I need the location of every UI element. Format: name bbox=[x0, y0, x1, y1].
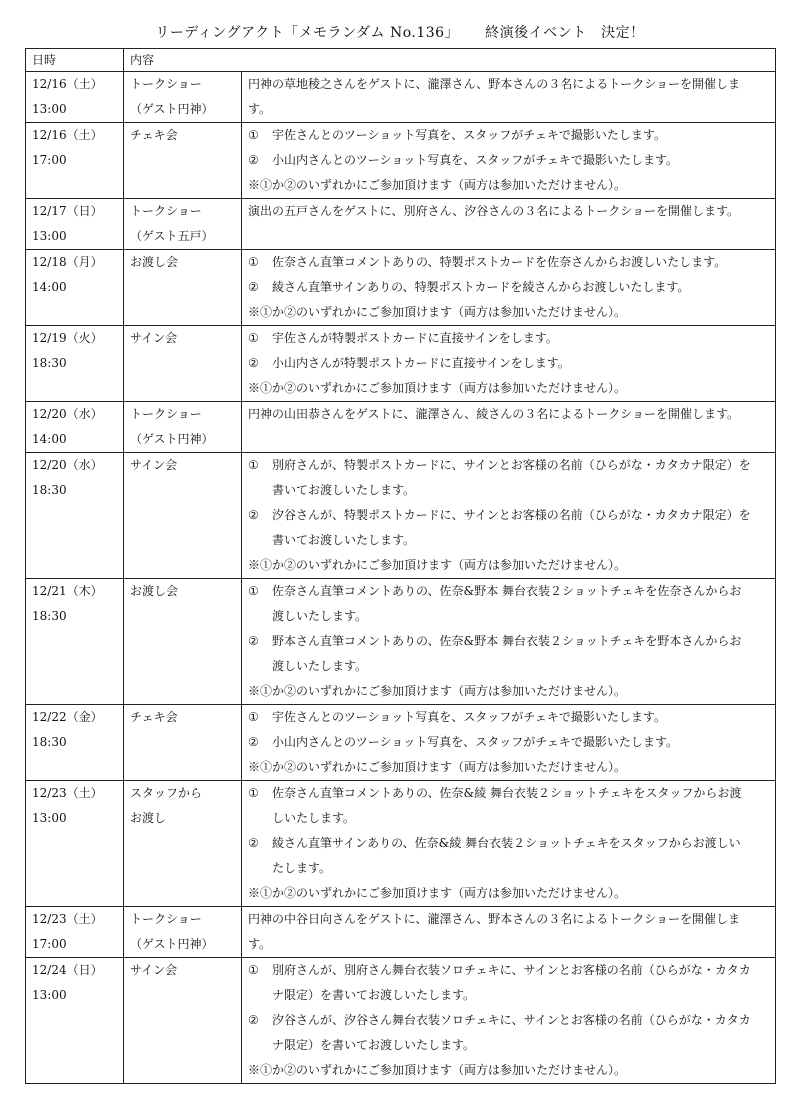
option-number: ① bbox=[248, 786, 259, 800]
table-row bbox=[26, 123, 776, 199]
option-line: 野本さん直筆コメントありの、佐奈&野本 舞台衣装２ショットチェキを野本さんからお bbox=[272, 634, 742, 648]
event-time: 17:00 bbox=[32, 153, 67, 167]
event-date: 12/18（月） bbox=[32, 255, 103, 269]
option-item bbox=[248, 958, 771, 1008]
type-cell bbox=[124, 781, 242, 907]
event-date: 12/16（土） bbox=[32, 77, 103, 91]
option-number: ② bbox=[248, 836, 259, 850]
date-cell bbox=[26, 199, 124, 250]
note: ※①か②のいずれかにご参加頂けます（両方は参加いただけません）。 bbox=[248, 886, 627, 900]
event-type: お渡し会 bbox=[130, 584, 179, 598]
option-line: 佐奈さん直筆コメントありの、佐奈&綾 舞台衣装２ショットチェキをスタッフからお渡 bbox=[272, 786, 742, 800]
date-cell bbox=[26, 705, 124, 781]
option-text bbox=[272, 1008, 771, 1058]
option-text bbox=[272, 705, 771, 730]
event-type: （ゲスト円神） bbox=[130, 432, 214, 446]
option-item bbox=[248, 326, 771, 351]
option-item bbox=[248, 275, 771, 300]
option-line: 綾さん直筆サインありの、佐奈&綾 舞台衣装２ショットチェキをスタッフからお渡しい bbox=[272, 836, 741, 850]
event-date: 12/21（木） bbox=[32, 584, 103, 598]
option-item bbox=[248, 453, 771, 503]
option-line: 佐奈さん直筆コメントありの、佐奈&野本 舞台衣装２ショットチェキを佐奈さんからお bbox=[272, 584, 742, 598]
option-number: ② bbox=[248, 280, 259, 294]
event-date: 12/24（日） bbox=[32, 963, 103, 977]
event-type: トークショー bbox=[130, 407, 202, 421]
option-text bbox=[272, 781, 771, 831]
event-type: トークショー bbox=[130, 204, 202, 218]
event-time: 13:00 bbox=[32, 988, 67, 1002]
note: ※①か②のいずれかにご参加頂けます（両方は参加いただけません）。 bbox=[248, 1063, 627, 1077]
option-line: 渡しいたします。 bbox=[272, 659, 368, 673]
note: ※①か②のいずれかにご参加頂けます（両方は参加いただけません）。 bbox=[248, 178, 627, 192]
event-time: 18:30 bbox=[32, 735, 67, 749]
option-line: 書いてお渡しいたします。 bbox=[272, 483, 416, 497]
note: ※①か②のいずれかにご参加頂けます（両方は参加いただけません）。 bbox=[248, 684, 627, 698]
header-content: 内容 bbox=[124, 49, 776, 72]
event-type: サイン会 bbox=[130, 331, 178, 345]
event-time: 14:00 bbox=[32, 280, 67, 294]
option-line: 書いてお渡しいたします。 bbox=[272, 533, 416, 547]
event-type: トークショー bbox=[130, 77, 202, 91]
event-date: 12/19（火） bbox=[32, 331, 103, 345]
option-number: ② bbox=[248, 634, 259, 648]
table-row bbox=[26, 326, 776, 402]
event-date: 12/17（日） bbox=[32, 204, 103, 218]
date-cell bbox=[26, 453, 124, 579]
description-cell bbox=[242, 123, 776, 199]
date-cell bbox=[26, 123, 124, 199]
option-text bbox=[272, 123, 771, 148]
event-time: 14:00 bbox=[32, 432, 67, 446]
event-type: （ゲスト五戸） bbox=[130, 229, 214, 243]
option-item bbox=[248, 250, 771, 275]
option-item bbox=[248, 831, 771, 881]
option-item bbox=[248, 579, 771, 629]
table-header-row bbox=[26, 49, 776, 72]
option-number: ① bbox=[248, 710, 259, 724]
option-item bbox=[248, 148, 771, 173]
type-cell bbox=[124, 402, 242, 453]
description-cell bbox=[242, 72, 776, 123]
event-type: （ゲスト円神） bbox=[130, 102, 214, 116]
description-line: す。 bbox=[248, 937, 272, 951]
event-type: （ゲスト円神） bbox=[130, 937, 214, 951]
event-time: 17:00 bbox=[32, 937, 67, 951]
option-item bbox=[248, 1008, 771, 1058]
date-cell bbox=[26, 250, 124, 326]
event-type: チェキ会 bbox=[130, 710, 178, 724]
event-type: トークショー bbox=[130, 912, 202, 926]
table-row bbox=[26, 402, 776, 453]
header-date: 日時 bbox=[26, 49, 124, 72]
table-row bbox=[26, 250, 776, 326]
option-line: 佐奈さん直筆コメントありの、特製ポストカードを佐奈さんからお渡しいたします。 bbox=[272, 255, 727, 269]
option-text bbox=[272, 579, 771, 629]
table-row bbox=[26, 579, 776, 705]
type-cell bbox=[124, 579, 242, 705]
event-type: お渡し会 bbox=[130, 255, 179, 269]
option-number: ② bbox=[248, 356, 259, 370]
type-cell bbox=[124, 705, 242, 781]
title-sub: 終演後イベント 決定！ bbox=[485, 25, 645, 41]
option-text bbox=[272, 351, 771, 376]
event-type: スタッフから bbox=[130, 786, 203, 800]
description-cell bbox=[242, 958, 776, 1084]
option-line: 小山内さんとのツーショット写真を、スタッフがチェキで撮影いたします。 bbox=[272, 153, 678, 167]
description-line: 円神の山田恭さんをゲストに、瀧澤さん、綾さんの３名によるトークショーを開催します。 bbox=[248, 407, 740, 421]
event-time: 18:30 bbox=[32, 483, 67, 497]
option-line: たします。 bbox=[272, 861, 332, 875]
date-cell bbox=[26, 781, 124, 907]
table-row bbox=[26, 705, 776, 781]
event-time: 13:00 bbox=[32, 102, 67, 116]
date-cell bbox=[26, 402, 124, 453]
event-time: 13:00 bbox=[32, 811, 67, 825]
table-body bbox=[26, 72, 776, 1084]
description-cell bbox=[242, 326, 776, 402]
description-line: 演出の五戸さんをゲストに、別府さん、汐谷さんの３名によるトークショーを開催します。 bbox=[248, 204, 740, 218]
option-number: ① bbox=[248, 584, 259, 598]
event-type: お渡し bbox=[130, 811, 167, 825]
type-cell bbox=[124, 123, 242, 199]
option-text bbox=[272, 730, 771, 755]
option-number: ② bbox=[248, 735, 259, 749]
option-line: 宇佐さんとのツーショット写真を、スタッフがチェキで撮影いたします。 bbox=[272, 710, 666, 724]
option-line: しいたします。 bbox=[272, 811, 356, 825]
event-type: サイン会 bbox=[130, 963, 178, 977]
description-cell bbox=[242, 705, 776, 781]
date-cell bbox=[26, 72, 124, 123]
option-line: 別府さんが、別府さん舞台衣装ソロチェキに、サインとお客様の名前（ひらがな・カタカ bbox=[272, 963, 751, 977]
date-cell bbox=[26, 326, 124, 402]
option-item bbox=[248, 705, 771, 730]
page-title bbox=[0, 22, 800, 42]
description-cell bbox=[242, 402, 776, 453]
option-number: ① bbox=[248, 458, 259, 472]
option-number: ① bbox=[248, 128, 259, 142]
option-line: ナ限定）を書いてお渡しいたします。 bbox=[272, 988, 476, 1002]
option-line: 渡しいたします。 bbox=[272, 609, 368, 623]
note: ※①か②のいずれかにご参加頂けます（両方は参加いただけません）。 bbox=[248, 558, 627, 572]
table-row bbox=[26, 958, 776, 1084]
event-date: 12/16（土） bbox=[32, 128, 103, 142]
description-cell bbox=[242, 579, 776, 705]
description-line: す。 bbox=[248, 102, 272, 116]
type-cell bbox=[124, 958, 242, 1084]
event-date: 12/23（土） bbox=[32, 912, 103, 926]
description-cell bbox=[242, 453, 776, 579]
type-cell bbox=[124, 250, 242, 326]
option-line: 小山内さんとのツーショット写真を、スタッフがチェキで撮影いたします。 bbox=[272, 735, 678, 749]
option-text bbox=[272, 250, 771, 275]
option-text bbox=[272, 453, 771, 503]
option-text bbox=[272, 503, 771, 553]
event-date: 12/20（水） bbox=[32, 407, 103, 421]
option-line: 宇佐さんが特製ポストカードに直接サインをします。 bbox=[272, 331, 558, 345]
event-date: 12/20（水） bbox=[32, 458, 103, 472]
option-text bbox=[272, 831, 771, 881]
note: ※①か②のいずれかにご参加頂けます（両方は参加いただけません）。 bbox=[248, 305, 627, 319]
type-cell bbox=[124, 907, 242, 958]
description-cell bbox=[242, 781, 776, 907]
option-number: ② bbox=[248, 508, 259, 522]
table-row bbox=[26, 199, 776, 250]
description-line: 円神の草地稜之さんをゲストに、瀧澤さん、野本さんの３名によるトークショーを開催しま bbox=[248, 77, 741, 91]
option-number: ② bbox=[248, 1013, 259, 1027]
option-line: 汐谷さんが、汐谷さん舞台衣装ソロチェキに、サインとお客様の名前（ひらがな・カタカ bbox=[272, 1013, 751, 1027]
option-text bbox=[272, 958, 771, 1008]
option-text bbox=[272, 326, 771, 351]
type-cell bbox=[124, 199, 242, 250]
option-item bbox=[248, 629, 771, 679]
option-item bbox=[248, 123, 771, 148]
description-cell bbox=[242, 199, 776, 250]
date-cell bbox=[26, 958, 124, 1084]
table-row bbox=[26, 72, 776, 123]
option-number: ① bbox=[248, 255, 259, 269]
event-date: 12/22（金） bbox=[32, 710, 103, 724]
event-type: チェキ会 bbox=[130, 128, 178, 142]
event-time: 13:00 bbox=[32, 229, 67, 243]
option-text bbox=[272, 275, 771, 300]
option-line: 汐谷さんが、特製ポストカードに、サインとお客様の名前（ひらがな・カタカナ限定）を bbox=[272, 508, 751, 522]
option-item bbox=[248, 503, 771, 553]
date-cell bbox=[26, 907, 124, 958]
option-item bbox=[248, 730, 771, 755]
date-cell bbox=[26, 579, 124, 705]
type-cell bbox=[124, 453, 242, 579]
event-schedule-table bbox=[25, 48, 776, 1084]
type-cell bbox=[124, 326, 242, 402]
option-text bbox=[272, 629, 771, 679]
type-cell bbox=[124, 72, 242, 123]
option-line: 綾さん直筆サインありの、特製ポストカードを綾さんからお渡しいたします。 bbox=[272, 280, 690, 294]
option-line: 小山内さんが特製ポストカードに直接サインをします。 bbox=[272, 356, 570, 370]
option-text bbox=[272, 148, 771, 173]
table-row bbox=[26, 453, 776, 579]
event-type: サイン会 bbox=[130, 458, 178, 472]
note: ※①か②のいずれかにご参加頂けます（両方は参加いただけません）。 bbox=[248, 760, 627, 774]
option-line: 別府さんが、特製ポストカードに、サインとお客様の名前（ひらがな・カタカナ限定）を bbox=[272, 458, 751, 472]
description-line: 円神の中谷日向さんをゲストに、瀧澤さん、野本さんの３名によるトークショーを開催しま bbox=[248, 912, 741, 926]
option-line: 宇佐さんとのツーショット写真を、スタッフがチェキで撮影いたします。 bbox=[272, 128, 666, 142]
table-row bbox=[26, 907, 776, 958]
option-number: ② bbox=[248, 153, 259, 167]
option-line: ナ限定）を書いてお渡しいたします。 bbox=[272, 1038, 476, 1052]
description-cell bbox=[242, 907, 776, 958]
option-item bbox=[248, 351, 771, 376]
option-number: ① bbox=[248, 331, 259, 345]
note: ※①か②のいずれかにご参加頂けます（両方は参加いただけません）。 bbox=[248, 381, 627, 395]
event-time: 18:30 bbox=[32, 609, 67, 623]
title-main: リーディングアクト「メモランダム No.136」 bbox=[155, 25, 460, 41]
option-item bbox=[248, 781, 771, 831]
description-cell bbox=[242, 250, 776, 326]
event-time: 18:30 bbox=[32, 356, 67, 370]
event-date: 12/23（土） bbox=[32, 786, 103, 800]
table-row bbox=[26, 781, 776, 907]
option-number: ① bbox=[248, 963, 259, 977]
